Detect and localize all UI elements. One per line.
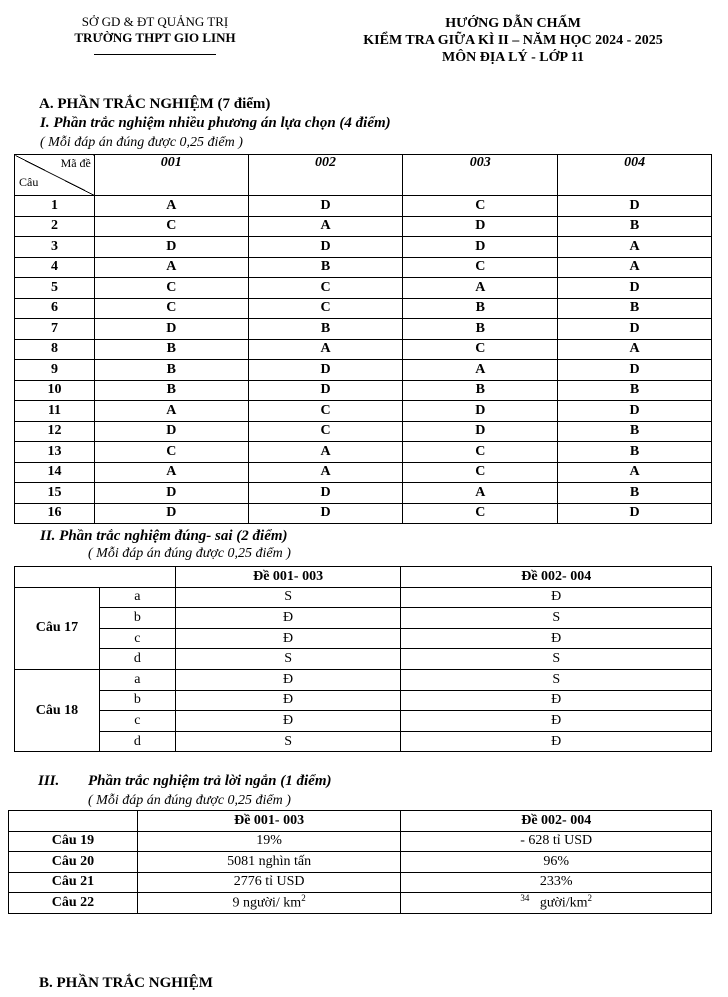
answer-cell: D (558, 319, 712, 340)
answer-cell: Đ (401, 711, 712, 732)
table-row (15, 587, 712, 608)
table-row (9, 831, 712, 852)
table-header-row (15, 567, 712, 588)
answer-cell: B (558, 483, 712, 504)
question-number-cell: 5 (15, 278, 95, 299)
table-row (15, 608, 712, 629)
answer-cell: C (403, 257, 558, 278)
answer-cell: A (94, 462, 248, 483)
answer-cell: A (558, 462, 712, 483)
answer-cell: D (558, 360, 712, 381)
answer-cell: C (403, 339, 558, 360)
question-number-cell: 15 (15, 483, 95, 504)
answer-text: gười/km (539, 896, 588, 912)
answer-cell: D (558, 278, 712, 299)
table-header-row (15, 155, 712, 196)
code-header: 001 (94, 155, 248, 196)
empty-header-cell (9, 811, 138, 832)
question-number-cell: 10 (15, 380, 95, 401)
table-row (15, 319, 712, 340)
code-header: 002 (248, 155, 403, 196)
part3-heading (38, 773, 332, 790)
question-number-cell: 6 (15, 298, 95, 319)
superscript: 2 (587, 893, 593, 904)
answer-cell: B (403, 319, 558, 340)
header-divider (94, 54, 216, 55)
table-row (15, 278, 712, 299)
answer-cell: C (248, 401, 403, 422)
answer-cell: A (248, 462, 403, 483)
statement-letter-cell: d (99, 731, 175, 752)
answer-cell: D (248, 503, 403, 524)
answer-cell: C (248, 278, 403, 299)
answer-cell: C (94, 442, 248, 463)
question-number-cell: 14 (15, 462, 95, 483)
question-cell: Câu 19 (9, 831, 138, 852)
answer-cell: 5081 nghìn tấn (137, 852, 401, 873)
answer-cell: D (403, 401, 558, 422)
table-row (15, 462, 712, 483)
table-row (15, 298, 712, 319)
answer-cell: B (248, 257, 403, 278)
answer-cell: S (401, 608, 712, 629)
answer-text: 9 người/ km (232, 896, 302, 912)
corner-question-label: Câu (19, 175, 39, 189)
answer-cell: A (403, 278, 558, 299)
table-row (15, 421, 712, 442)
question-number-cell: 2 (15, 216, 95, 237)
answer-cell: Đ (401, 690, 712, 711)
question-number-cell: 16 (15, 503, 95, 524)
answer-cell: S (175, 649, 401, 670)
answer-cell: D (94, 319, 248, 340)
answer-cell: C (403, 196, 558, 217)
answer-cell: C (94, 278, 248, 299)
question-cell: Câu 20 (9, 852, 138, 873)
answer-cell: B (248, 319, 403, 340)
answer-cell: A (248, 442, 403, 463)
corner-cell (15, 155, 95, 196)
answer-cell: C (94, 298, 248, 319)
answer-cell: - 628 tỉ USD (401, 831, 712, 852)
question-number-cell: 11 (15, 401, 95, 422)
answer-cell: D (558, 196, 712, 217)
section-a-heading: A. PHẦN TRẮC NGHIỆM (7 điểm) (39, 96, 271, 112)
table-row (9, 872, 712, 893)
header-left (40, 14, 270, 55)
answer-cell: B (403, 380, 558, 401)
answer-cell: D (248, 360, 403, 381)
statement-letter-cell: d (99, 649, 175, 670)
answer-cell: D (248, 196, 403, 217)
table-row (15, 196, 712, 217)
answer-cell: B (558, 442, 712, 463)
answer-cell: 19% (137, 831, 401, 852)
answer-cell: S (401, 649, 712, 670)
part3-note: ( Mỗi đáp án đúng được 0,25 điểm ) (88, 793, 291, 808)
answer-cell: A (248, 339, 403, 360)
table-row (15, 690, 712, 711)
answer-cell: C (403, 462, 558, 483)
answer-cell: B (558, 380, 712, 401)
table-row (15, 669, 712, 690)
answer-cell: A (248, 216, 403, 237)
question-number-cell: 4 (15, 257, 95, 278)
answer-cell: A (403, 360, 558, 381)
statement-letter-cell: a (99, 587, 175, 608)
answer-cell: 2776 tỉ USD (137, 872, 401, 893)
question-number-cell: 3 (15, 237, 95, 258)
table-row (15, 360, 712, 381)
answer-cell: C (248, 421, 403, 442)
question-number-cell: 8 (15, 339, 95, 360)
answer-cell: B (558, 216, 712, 237)
answer-cell: Đ (175, 669, 401, 690)
table-row (15, 649, 712, 670)
code-header: 003 (403, 155, 558, 196)
part3-title: Phần trắc nghiệm trả lời ngắn (1 điểm) (88, 773, 332, 789)
answer-cell: A (94, 196, 248, 217)
col-header: Đề 002- 004 (401, 811, 712, 832)
exam-title: KIỂM TRA GIỮA KÌ II – NĂM HỌC 2024 - 2025 (363, 33, 663, 48)
department-name: SỞ GD & ĐT QUẢNG TRỊ (81, 14, 229, 29)
table-row (9, 893, 712, 914)
question-number-cell: 9 (15, 360, 95, 381)
part2-heading: II. Phần trắc nghiệm đúng- sai (2 điểm) (40, 528, 288, 544)
part1-note: ( Mỗi đáp án đúng được 0,25 điểm ) (40, 135, 243, 150)
answer-cell: C (248, 298, 403, 319)
part1-answer-table (14, 154, 712, 524)
table-row (15, 628, 712, 649)
part1-heading: I. Phần trắc nghiệm nhiều phương án lựa chọn (4 điểm) (40, 115, 391, 131)
answer-cell: D (558, 401, 712, 422)
answer-cell: B (558, 298, 712, 319)
answer-cell: D (94, 483, 248, 504)
part3-answer-table (8, 810, 712, 914)
answer-cell: A (558, 257, 712, 278)
answer-cell: D (94, 421, 248, 442)
answer-cell: C (94, 216, 248, 237)
answer-cell: B (94, 360, 248, 381)
answer-cell (137, 893, 401, 914)
answer-cell: Đ (175, 690, 401, 711)
answer-cell: Đ (175, 628, 401, 649)
table-row (15, 237, 712, 258)
statement-letter-cell: c (99, 711, 175, 732)
answer-cell: D (403, 421, 558, 442)
statement-letter-cell: b (99, 690, 175, 711)
answer-cell: A (558, 339, 712, 360)
answer-cell: Đ (175, 608, 401, 629)
question-cell: Câu 17 (15, 587, 100, 669)
superscript: 34 (520, 893, 530, 904)
answer-cell: D (248, 237, 403, 258)
answer-cell: B (403, 298, 558, 319)
question-number-cell: 12 (15, 421, 95, 442)
table-row (15, 339, 712, 360)
table-row (15, 503, 712, 524)
question-number-cell: 13 (15, 442, 95, 463)
col-header: Đề 001- 003 (137, 811, 401, 832)
school-name: TRƯỜNG THPT GIO LINH (74, 30, 236, 45)
statement-letter-cell: c (99, 628, 175, 649)
empty-header-cell (15, 567, 176, 588)
table-row (15, 380, 712, 401)
answer-cell: Đ (401, 731, 712, 752)
subject-title: MÔN ĐỊA LÝ - LỚP 11 (442, 50, 584, 65)
question-cell: Câu 21 (9, 872, 138, 893)
question-number-cell: 7 (15, 319, 95, 340)
answer-cell: Đ (401, 628, 712, 649)
answer-cell: A (403, 483, 558, 504)
answer-cell: C (403, 442, 558, 463)
part2-answer-table (14, 566, 712, 752)
answer-cell: D (403, 237, 558, 258)
corner-code-label: Mã đề (60, 156, 91, 170)
statement-letter-cell: a (99, 669, 175, 690)
table-row (15, 711, 712, 732)
table-header-row (9, 811, 712, 832)
superscript: 2 (301, 893, 306, 904)
code-header: 004 (558, 155, 712, 196)
part3-number: III. (38, 773, 60, 789)
statement-letter-cell: b (99, 608, 175, 629)
answer-cell: D (94, 503, 248, 524)
question-cell: Câu 22 (9, 893, 138, 914)
table-row (15, 257, 712, 278)
col-header: Đề 001- 003 (175, 567, 401, 588)
table-row (15, 401, 712, 422)
table-row (9, 852, 712, 873)
answer-cell: D (94, 237, 248, 258)
answer-cell (401, 893, 712, 914)
answer-cell: S (401, 669, 712, 690)
answer-cell: C (403, 503, 558, 524)
answer-cell: D (248, 380, 403, 401)
answer-cell: A (558, 237, 712, 258)
answer-cell: D (558, 503, 712, 524)
answer-cell: 233% (401, 872, 712, 893)
answer-cell: Đ (401, 587, 712, 608)
answer-cell: B (94, 380, 248, 401)
col-header: Đề 002- 004 (401, 567, 712, 588)
header-right (318, 15, 708, 66)
answer-cell: A (94, 257, 248, 278)
answer-cell: B (558, 421, 712, 442)
section-b-heading: B. PHẦN TRẮC NGHIỆM (39, 975, 213, 991)
answer-cell: A (94, 401, 248, 422)
answer-cell: 96% (401, 852, 712, 873)
question-cell: Câu 18 (15, 669, 100, 751)
table-row (15, 731, 712, 752)
answer-cell: S (175, 731, 401, 752)
question-number-cell: 1 (15, 196, 95, 217)
answer-cell: S (175, 587, 401, 608)
part2-note: ( Mỗi đáp án đúng được 0,25 điểm ) (88, 546, 291, 561)
table-row (15, 442, 712, 463)
doc-title: HƯỚNG DẪN CHẤM (445, 16, 581, 31)
answer-cell: D (403, 216, 558, 237)
answer-cell: B (94, 339, 248, 360)
answer-cell: Đ (175, 711, 401, 732)
table-row (15, 216, 712, 237)
table-row (15, 483, 712, 504)
answer-cell: D (248, 483, 403, 504)
